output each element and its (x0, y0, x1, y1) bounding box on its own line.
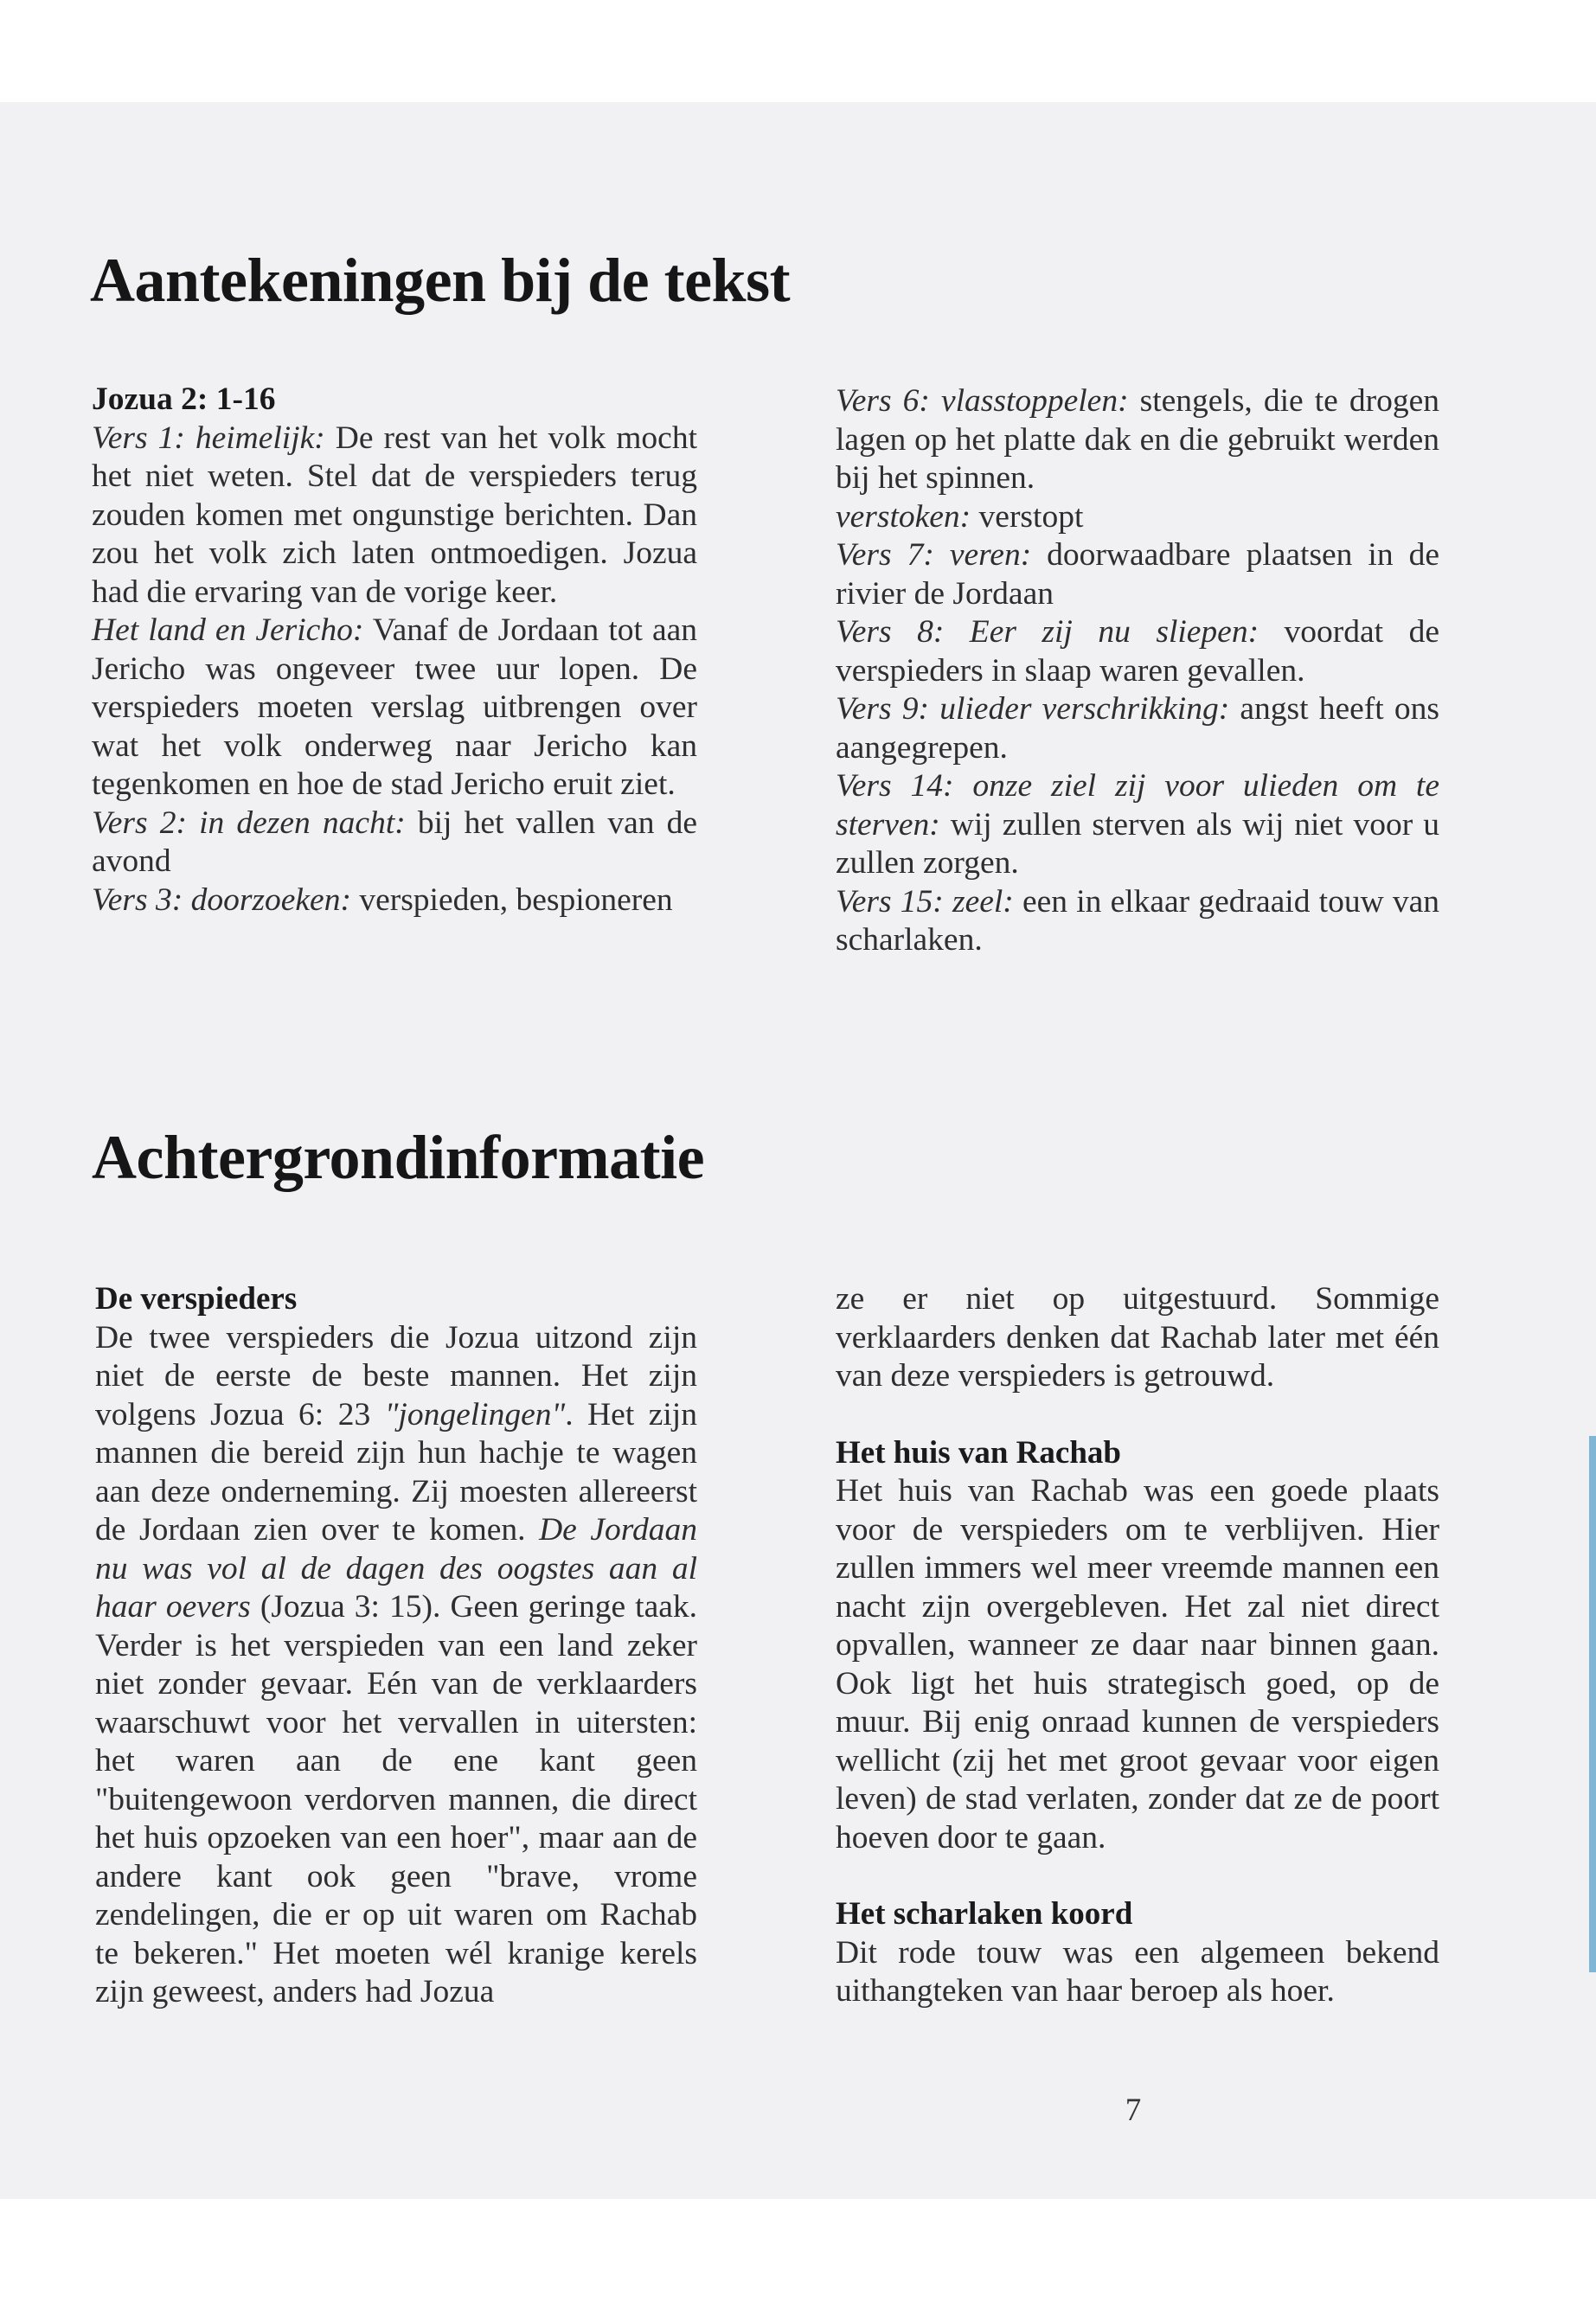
note-vers-1: Vers 1: heimelijk: De rest van het volk mocht het niet weten. Stel dat de verspieders terug zouden komen met ongunstige berichten. Dan zou het volk zich laten ontmoedigen. Jozua had die ervaring van de vorige keer. (92, 420, 697, 610)
verspieders-paragraph: De twee verspieders die Jozua uitzond zijn niet de eerste de beste mannen. Het zijn volgens Jozua 6: 23 "jongelingen". Het zijn mannen die bereid zijn hun hachje te wagen aan deze onderneming. Zij moesten allereerst de Jordaan zien over te komen. De Jordaan nu was vol al de dagen des oogstes aan al haar oevers (Jozua 3: 15). Geen geringe taak. Verder is het verspieden van een land zeker niet zonder gevaar. Eén van de verklaarders waarschuwt voor het vervallen in uitersten: het waren aan de ene kant geen "buitengewoon verdorven mannen, die direct het huis opzoeken van een hoer", maar aan de andere kant ook geen "brave, vrome zendelingen, die er op uit waren om Rachab te bekeren." Het moeten wél kranige kerels zijn geweest, anders had Jozua (95, 1319, 697, 2009)
notes-right-column (836, 382, 1439, 960)
background-heading: Achtergrondinformatie (92, 1123, 705, 1192)
page-number: 7 (1125, 2093, 1142, 2128)
note-verstoken: verstoken: verstopt (836, 498, 1084, 535)
section-heading-verspieders: De verspieders (95, 1281, 298, 1317)
note-vers-6: Vers 6: vlasstoppelen: stengels, die te drogen lagen op het platte dak en die gebruikt werden bij het spinnen. (836, 383, 1439, 496)
huis-paragraph: Het huis van Rachab was een goede plaats voor de verspieders om te verblijven. Hier zullen immers wel meer vreemde mannen een nacht zijn overgebleven. Het zal niet direct opvallen, wanneer ze daar naar binnen gaan. Ook ligt het huis strategisch goed, op de muur. Bij enig onraad kunnen de verspieders wellicht (zij het met groot gevaar voor eigen leven) de stad verlaten, zonder dat ze de poort hoeven door te gaan. (836, 1473, 1439, 1856)
section-heading-huis-van-rachab: Het huis van Rachab (836, 1434, 1121, 1471)
note-vers-15: Vers 15: zeel: een in elkaar gedraaid touw van scharlaken. (836, 883, 1440, 958)
verspieders-continuation: ze er niet op uitgestuurd. Sommige verklaarders denken dat Rachab later met één van deze verspieders is getrouwd. (836, 1281, 1439, 1394)
background-right-column (836, 1280, 1439, 2011)
page-edge-accent (1589, 1436, 1596, 1972)
note-vers-14: Vers 14: onze ziel zij voor ulieden om te sterven: wij zullen sterven als wij niet voor u zullen zorgen. (836, 768, 1439, 881)
notes-heading: Aantekeningen bij de tekst (90, 246, 791, 315)
scripture-reference: Jozua 2: 1-16 (92, 381, 276, 417)
note-vers-2: Vers 2: in dezen nacht: bij het vallen van de avond (92, 804, 697, 879)
notes-left-column (92, 381, 697, 920)
note-vers-7: Vers 7: veren: doorwaadbare plaatsen in de rivier de Jordaan (836, 537, 1439, 612)
note-vers-3: Vers 3: doorzoeken: verspieden, bespioneren (92, 881, 673, 918)
section-heading-scharlaken-koord: Het scharlaken koord (836, 1896, 1133, 1932)
note-land-en-jericho: Het land en Jericho: Vanaf de Jordaan tot aan Jericho was ongeveer twee uur lopen. De verspieders moeten verslag uitbrengen over wat het volk onderweg naar Jericho kan tegenkomen en hoe de stad Jericho eruit ziet. (92, 612, 697, 802)
note-vers-9: Vers 9: ulieder verschrikking: angst heeft ons aangegrepen. (836, 691, 1439, 766)
background-left-column (95, 1280, 697, 2012)
koord-paragraph: Dit rode touw was een algemeen bekend uithangteken van haar beroep als hoer. (836, 1934, 1439, 2009)
note-vers-8: Vers 8: Eer zij nu sliepen: voordat de verspieders in slaap waren gevallen. (836, 614, 1439, 689)
